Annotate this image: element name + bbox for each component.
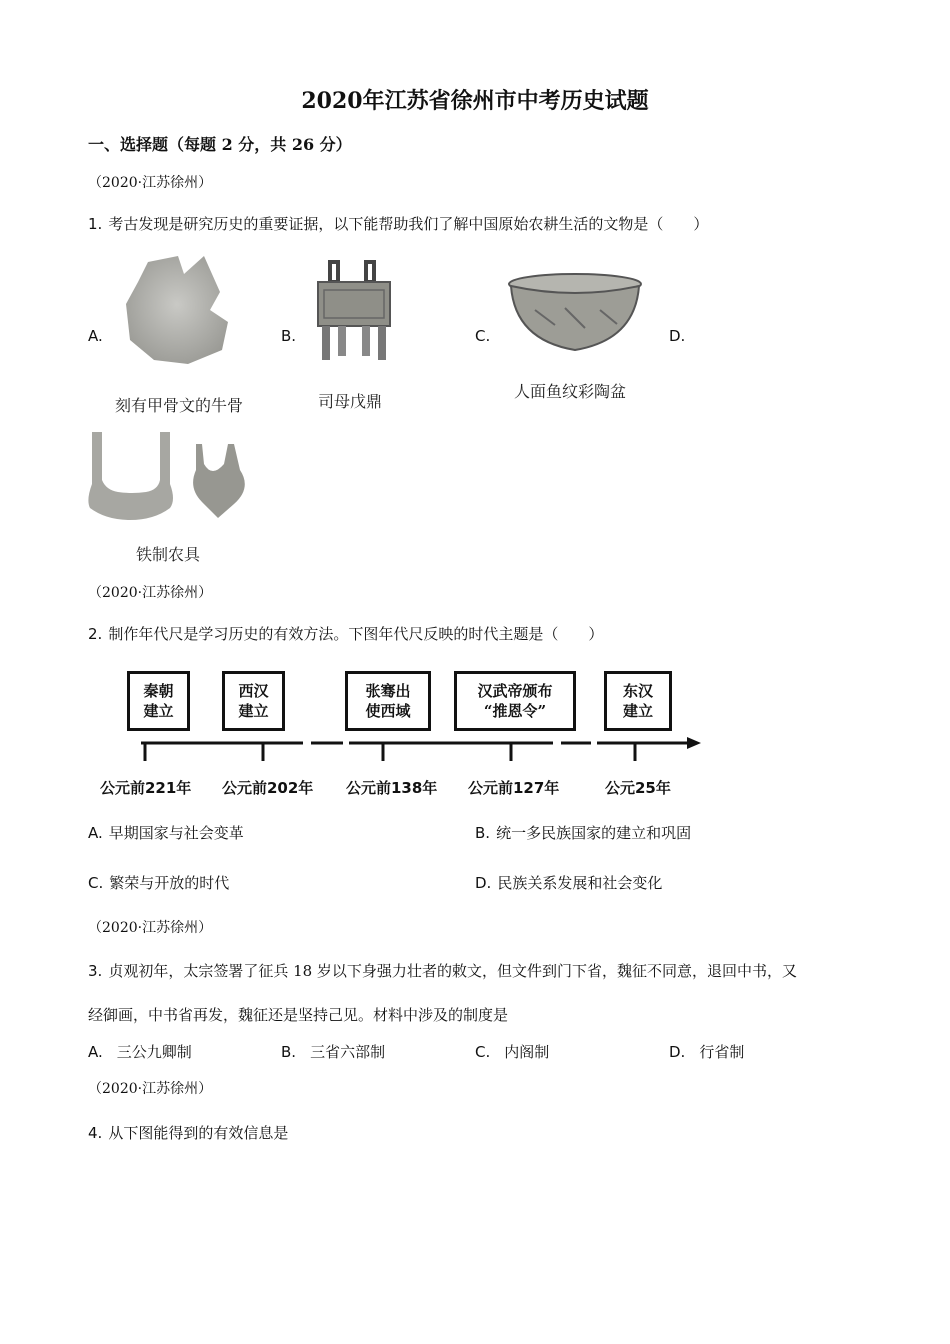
timeline-date: 公元前221年 xyxy=(100,779,192,797)
option-text: 内阁制 xyxy=(504,1043,550,1061)
question-number: 4. xyxy=(88,1124,103,1142)
option-a[interactable] xyxy=(88,822,244,843)
page-title: 2020年江苏省徐州市中考历史试题 xyxy=(301,88,649,114)
option-d[interactable] xyxy=(669,1041,744,1062)
caption-iron-tools: 铁制农具 xyxy=(136,545,201,564)
source-tag: （2020·江苏徐州） xyxy=(88,585,213,601)
question-4 xyxy=(88,1122,288,1143)
source-tag: （2020·江苏徐州） xyxy=(88,1081,213,1097)
option-label: B. xyxy=(281,1043,297,1061)
option-b[interactable] xyxy=(475,822,691,843)
event-line: 张骞出 xyxy=(365,682,411,700)
option-text: 民族关系发展和社会变化 xyxy=(497,874,663,892)
option-label: A. xyxy=(88,824,103,842)
event-line: 建立 xyxy=(622,702,653,720)
option-c[interactable] xyxy=(475,1041,549,1062)
ding-vessel-image xyxy=(314,260,394,365)
question-text: 从下图能得到的有效信息是 xyxy=(108,1124,289,1142)
option-c-label[interactable]: C. xyxy=(475,327,491,345)
timeline-event-western-han xyxy=(222,671,285,731)
event-line: 秦朝 xyxy=(143,682,174,700)
option-label: B. xyxy=(475,824,491,842)
option-text: 早期国家与社会变革 xyxy=(108,824,244,842)
option-label: C. xyxy=(475,1043,491,1061)
option-d[interactable] xyxy=(475,872,662,893)
oracle-bone-image xyxy=(118,252,238,370)
option-text: 行省制 xyxy=(699,1043,745,1061)
question-3-line2: 经御画，中书省再发，魏征还是坚持己见。材料中涉及的制度是 xyxy=(88,1006,509,1024)
question-1 xyxy=(88,213,708,234)
source-tag: （2020·江苏徐州） xyxy=(88,175,213,191)
timeline-event-eastern-han xyxy=(604,671,672,731)
event-line: 建立 xyxy=(238,702,269,720)
timeline-axis xyxy=(135,735,710,765)
question-3 xyxy=(88,960,878,981)
question-number: 1. xyxy=(88,215,103,233)
option-label: C. xyxy=(88,874,104,892)
option-label: A. xyxy=(88,1043,103,1061)
event-line: 建立 xyxy=(143,702,174,720)
question-text: 贞观初年，太宗签署了征兵 18 岁以下身强力壮者的敕文，但文件到门下省，魏征不同意，退回中书，又 xyxy=(108,962,797,980)
option-label: D. xyxy=(669,1043,686,1061)
timeline-date: 公元前127年 xyxy=(468,779,560,797)
option-text: 繁荣与开放的时代 xyxy=(109,874,230,892)
option-text: 三公九卿制 xyxy=(116,1043,192,1061)
timeline-date: 公元前202年 xyxy=(222,779,314,797)
event-line: 汉武帝颁布 xyxy=(477,682,553,700)
caption-ding: 司母戊鼎 xyxy=(318,392,383,411)
iron-tools-image xyxy=(84,430,259,524)
timeline-date: 公元25年 xyxy=(605,779,671,797)
event-line: “推恩令” xyxy=(483,702,547,720)
timeline-event-tui-en-ling xyxy=(454,671,576,731)
option-label: D. xyxy=(475,874,492,892)
timeline-date: 公元前138年 xyxy=(346,779,438,797)
question-2 xyxy=(88,623,603,644)
option-text: 统一多民族国家的建立和巩固 xyxy=(496,824,692,842)
section-heading: 一、选择题（每题 2 分，共 26 分） xyxy=(88,135,352,154)
timeline-event-qin xyxy=(127,671,190,731)
option-d-label[interactable]: D. xyxy=(669,327,686,345)
caption-oracle-bone: 刻有甲骨文的牛骨 xyxy=(115,396,244,415)
option-b[interactable] xyxy=(281,1041,385,1062)
question-text: 制作年代尺是学习历史的有效方法。下图年代尺反映的时代主题是（ ） xyxy=(108,625,604,643)
question-text: 考古发现是研究历史的重要证据，以下能帮助我们了解中国原始农耕生活的文物是（ ） xyxy=(108,215,709,233)
option-a-label[interactable]: A. xyxy=(88,327,103,345)
timeline-event-zhang-qian xyxy=(345,671,431,731)
question-number: 3. xyxy=(88,962,103,980)
event-line: 使西域 xyxy=(365,702,411,720)
pottery-basin-image xyxy=(505,270,645,356)
source-tag: （2020·江苏徐州） xyxy=(88,920,213,936)
question-number: 2. xyxy=(88,625,103,643)
caption-pottery-basin: 人面鱼纹彩陶盆 xyxy=(514,382,627,401)
event-line: 西汉 xyxy=(238,682,269,700)
option-text: 三省六部制 xyxy=(310,1043,386,1061)
option-b-label[interactable]: B. xyxy=(281,327,297,345)
option-c[interactable] xyxy=(88,872,229,893)
event-line: 东汉 xyxy=(622,682,653,700)
option-a[interactable] xyxy=(88,1041,192,1062)
